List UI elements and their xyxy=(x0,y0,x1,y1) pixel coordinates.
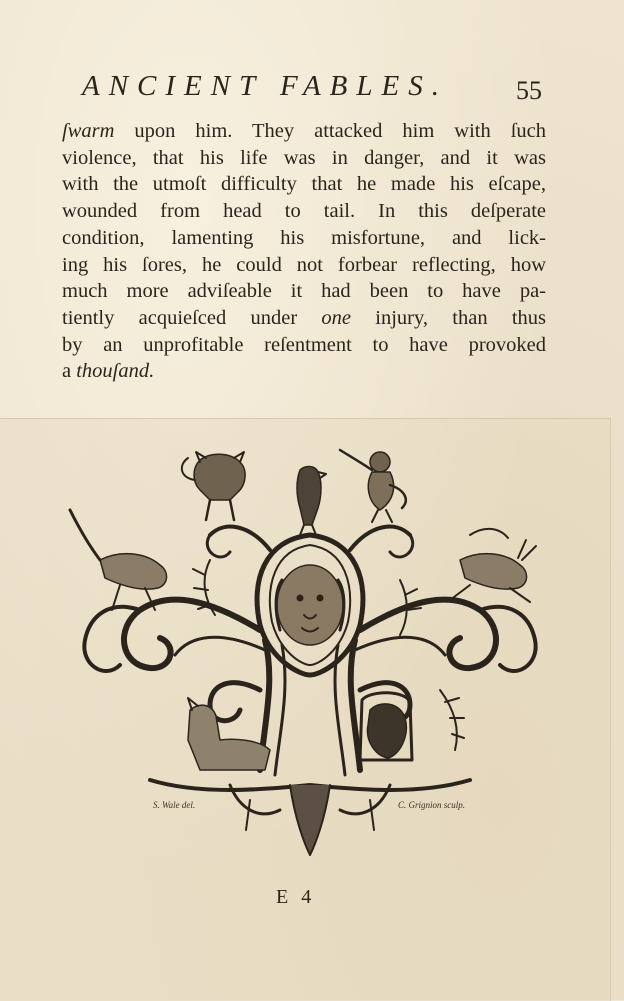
left-scroll xyxy=(124,600,260,669)
text-line: ing his ſores, he could not forbear reflecting, how xyxy=(62,253,546,276)
cat-figure xyxy=(182,452,245,520)
text-line: with the utmoſt difficulty that he made his eſcape, xyxy=(62,173,546,196)
eagle-figure xyxy=(297,466,326,535)
text-line: violence, that his life was in danger, and it was xyxy=(62,146,546,169)
cartouche-stem xyxy=(260,640,360,770)
tailpiece-engraving xyxy=(60,440,560,860)
hare-figure xyxy=(450,529,536,602)
text-line: much more adviſeable it had been to have pa- xyxy=(62,280,546,303)
text-line: tiently acquieſced under one injury, than thus xyxy=(62,306,546,329)
text-line: by an unprofitable reſentment to have provoked xyxy=(62,333,546,356)
text-line: wounded from head to tail. In this deſperate xyxy=(62,200,546,223)
running-title: ANCIENT FABLES. xyxy=(82,70,448,102)
text-line: ſwarm upon him. They attacked him with ſuch xyxy=(62,120,546,142)
engraver-credit-left: S. Wale del. xyxy=(153,800,196,810)
fox-figure xyxy=(70,510,167,610)
dog-figure-right xyxy=(360,693,412,760)
engraver-credit-right: C. Grignion sculp. xyxy=(398,800,466,810)
body-text xyxy=(62,118,546,385)
text-line: condition, lamenting his misfortune, and lick- xyxy=(62,226,546,249)
monkey-figure xyxy=(340,450,406,522)
lion-head-figure xyxy=(276,565,344,645)
dog-figure-left xyxy=(188,698,270,770)
right-scroll xyxy=(360,600,496,669)
text-line: a thouſand. xyxy=(62,360,155,383)
signature-mark: E 4 xyxy=(276,886,316,908)
page-number: 55 xyxy=(516,76,542,105)
